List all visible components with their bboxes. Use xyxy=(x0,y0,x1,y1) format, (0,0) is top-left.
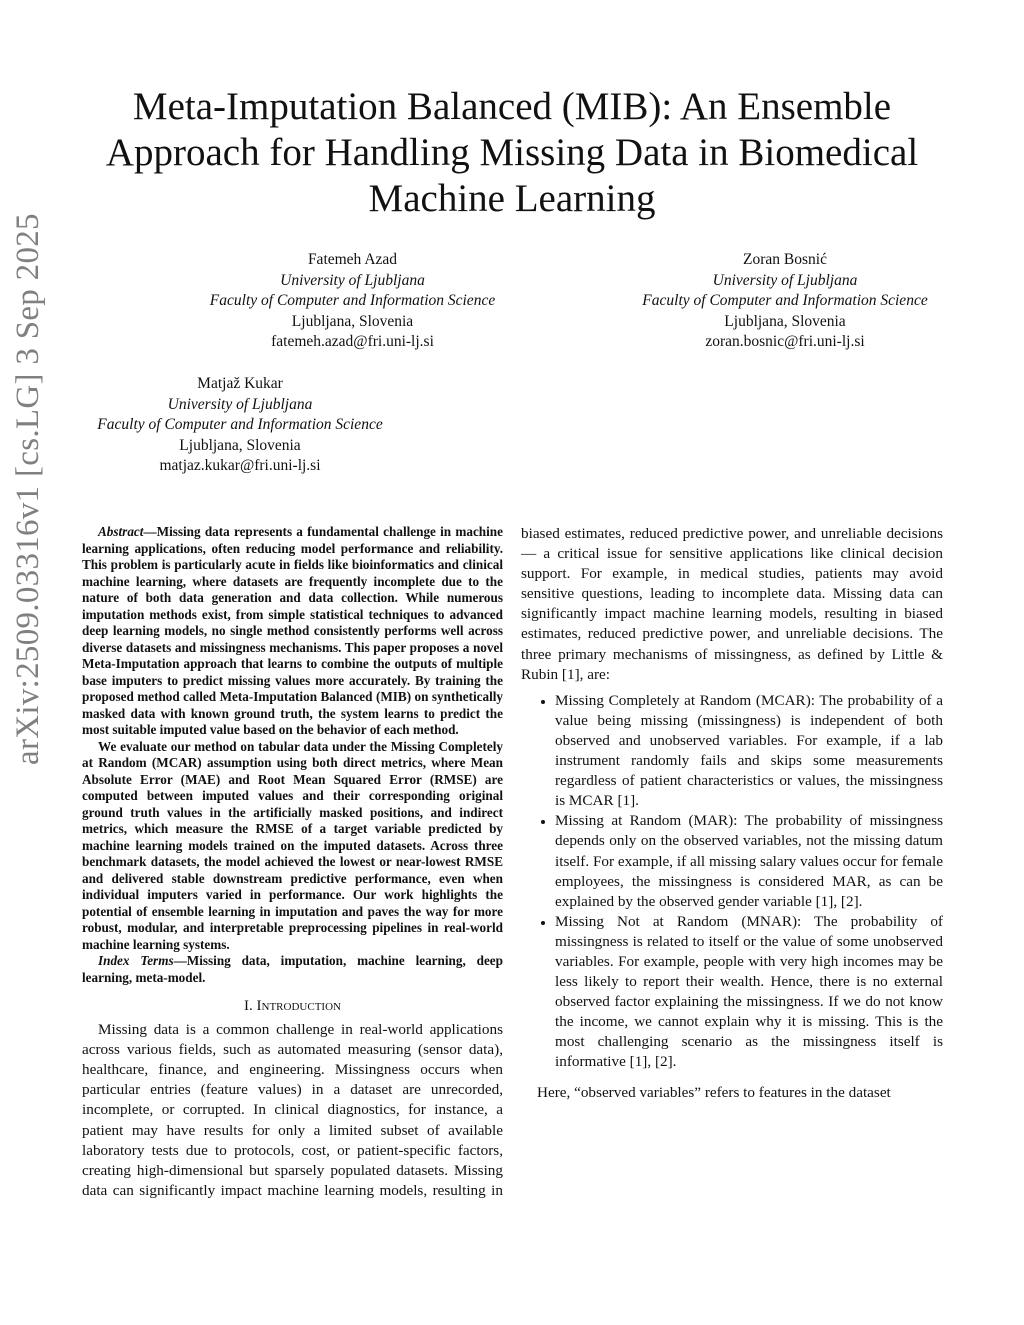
index-terms-label: Index Terms xyxy=(98,953,174,968)
intro-paragraph-continued: biased estimates, reduced predictive power, and unreliable decisions — a critical issue for sensitive applications like clinical decision support. For example, in medical studies, patients may avoid sensitive questions, leading to incomplete data. Missing data can significantly impact machine learning models, resulting in biased estimates, reduced predictive power, and unreliable decisions. The three primary mechanisms of missingness, as defined by Little & Rubin [1], are: xyxy=(521,525,943,683)
author-block xyxy=(180,250,525,353)
mechanism-list xyxy=(521,691,943,1073)
author-faculty: Faculty of Computer and Information Science xyxy=(642,292,928,309)
left-column xyxy=(82,524,503,1201)
paper-title: Meta-Imputation Balanced (MIB): An Ensemble Approach for Handling Missing Data in Biomedical Machine Learning xyxy=(105,85,919,220)
author-location: Ljubljana, Slovenia xyxy=(291,312,414,330)
author-faculty: Faculty of Computer and Information Science xyxy=(209,292,496,309)
author-name: Matjaž Kukar xyxy=(197,375,283,392)
arxiv-identifier: arXiv:2509.03316v1 [cs.LG] 3 Sep 2025 xyxy=(10,213,46,765)
abstract-paragraph: We evaluate our method on tabular data under the Missing Completely at Random (MCAR) assumption using both direct metrics, where Mean Absolute Error (MAE) and Root Mean Squared Error (RMSE) are computed between imputed values and their corresponding original ground truth values in the artificially masked positions, and indirect metrics, which measure the RMSE of a target variable predicted by machine learning models trained on the imputed datasets. Across three benchmark datasets, the model achieved the lowest or near-lowest RMSE and delivered stable downstream predictive performance, even when individual imputers varied in performance. Our work highlights the potential of ensemble learning in imputation and paves the way for more robust, modular, and interpretable preprocessing pipelines in real-world machine learning systems. xyxy=(82,738,503,952)
author-email[interactable]: zoran.bosnic@fri.uni-lj.si xyxy=(705,333,865,350)
author-name: Zoran Bosnić xyxy=(743,251,827,268)
author-location: Ljubljana, Slovenia xyxy=(724,312,846,330)
list-item: • Missing Not at Random (MNAR): The probability of missingness is related to itself or the value of some unobserved variables. For example, people with very high incomes may be less likely to report their wealth. Hence, there is no external observed factor explaining the missingness. If we do not know the income, we cannot explain why it is missing. This is the most challenging scenario as the missingness itself is informative [1], [2]. xyxy=(555,912,943,1073)
author-university: University of Ljubljana xyxy=(280,271,425,289)
intro-paragraph: Missing data is a common challenge in real-world applications across various fields, such as automated measuring (sensor data), healthcare, finance, and engineering. Missingness occurs when particular entries (feature values) in a dataset are unrecorded, incomplete, or corrupted. In clinical diagnostics, for instance, a patient may have results for only a limited subset of available laboratory tests due to protocols, cost, or patient-specific factors, creating high-dimensional but sparsely populated datasets. Missing data can significantly impact machine learning models, resulting in xyxy=(82,1021,503,1199)
section-heading: I. Introduction xyxy=(244,998,341,1014)
author-email[interactable]: matjaz.kukar@fri.uni-lj.si xyxy=(159,457,321,474)
list-item: • Missing at Random (MAR): The probability of missingness depends only on the observed variables, not the missing datum itself. For example, if all missing salary values occur for female employees, the missingness is considered MAR, as can be explained by the observed gender variable [1], [2]. xyxy=(555,811,943,911)
author-location: Ljubljana, Slovenia xyxy=(179,436,301,454)
index-terms xyxy=(82,953,503,986)
author-faculty: Faculty of Computer and Information Science xyxy=(97,416,383,433)
author-block xyxy=(620,250,950,353)
abstract-paragraph xyxy=(82,524,503,739)
author-name: Fatemeh Azad xyxy=(307,251,398,268)
right-column xyxy=(521,524,943,1103)
author-university: University of Ljubljana xyxy=(712,271,858,289)
list-item: • Missing Completely at Random (MCAR): The probability of a value being missing (missingness) is independent of both observed and unobserved variables. For example, if a lab instrument randomly fails and skips some measurements regardless of patient characteristics or values, the missingness is MCAR [1]. xyxy=(555,691,943,812)
index-terms-text: —Missing data, imputation, machine learning, deep learning, meta-model. xyxy=(82,953,503,985)
author-block xyxy=(70,374,410,477)
author-email[interactable]: fatemeh.azad@fri.uni-lj.si xyxy=(271,333,434,350)
abstract-text: —Missing data represents a fundamental challenge in machine learning applications, often reducing model performance and reliability. This problem is particularly acute in fields like bioinformatics and clinical machine learning, where datasets are frequently incomplete due to the nature of both data generation and data collection. While numerous imputation methods exist, from simple statistical techniques to advanced deep learning models, no single method consistently performs well across diverse datasets and missingness mechanisms. This paper proposes a novel Meta-Imputation approach that learns to combine the outputs of multiple base imputers to predict missing values more accurately. By training the proposed method called Meta-Imputation Balanced (MIB) on synthetically masked data with known ground truth, the system learns to predict the most suitable imputed value based on the behavior of each method. xyxy=(82,524,503,737)
author-university: University of Ljubljana xyxy=(167,395,313,413)
body-paragraph: Here, “observed variables” refers to features in the dataset xyxy=(537,1083,891,1101)
abstract-label: Abstract xyxy=(98,524,144,539)
